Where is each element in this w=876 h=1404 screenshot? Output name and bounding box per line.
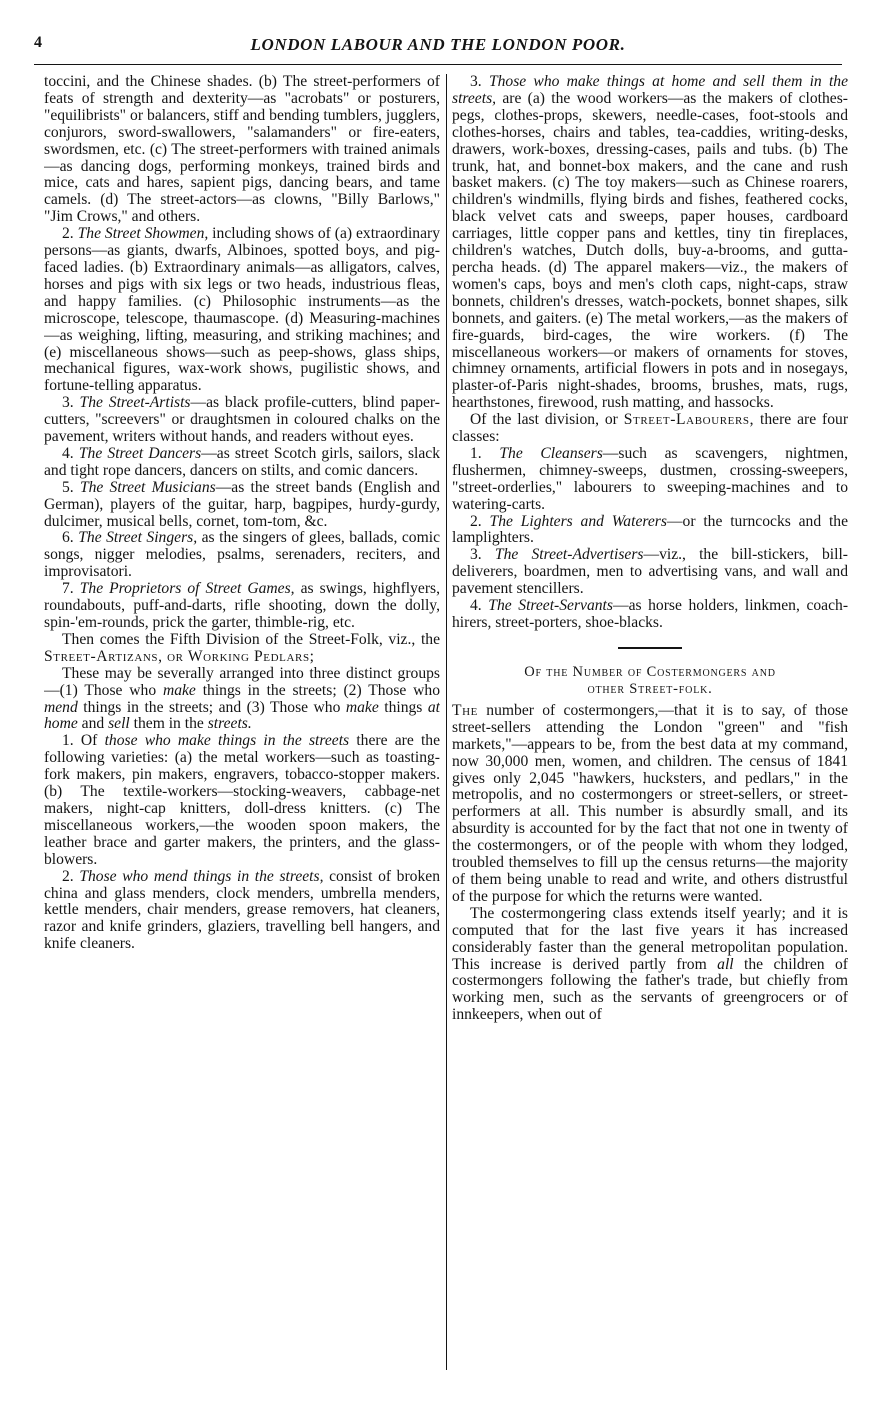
paragraph: 2. Those who mend things in the streets, consist of broken china and glass menders, clock menders, umbrella menders, kettle menders, chair menders, grease removers, hat cleaners, razor and knife grinders, glaziers, travelling bell hangers, and knife cleaners.	[44, 867, 440, 953]
paragraph: 6. The Street Singers, as the singers of glees, ballads, comic songs, nigger melodies, psalms, serenaders, reciters, and improvisatori.	[44, 529, 440, 581]
paragraph: 5. The Street Musicians—as the street bands (English and German), players of the guitar, harp, bagpipes, hurdy-gurdy, dulcimer, musical bells, cornet, tom-tom, &c.	[44, 478, 440, 530]
paragraph: The number of costermongers,—that it is to say, of those street-sellers attending the London "green" and "fish markets,"—appears to be, from the best data at my command, now 30,000 men, women, and children. The census of 1841 gives only 2,045 "hawkers, hucksters, and pedlars," in the metropolis, and no costermongers or street-sellers, or street-performers at all. This number is absurdly small, and its absurdity is accounted for by the fact that not one in twenty of the costermongers, or of the people with whom they lodged, troubled themselves to fill up the census returns—the majority of them being unable to read and write, and others distrustful of the purpose for which the returns were wanted.	[452, 701, 848, 905]
section-heading: Of the Number of Costermongers and other Street-folk.	[524, 663, 776, 697]
page-header	[34, 26, 842, 66]
header-rule	[34, 64, 842, 65]
paragraph: Of the last division, or Street-Labourers, there are four classes:	[452, 411, 848, 446]
paragraph: Then comes the Fifth Division of the Street-Folk, viz., the Street-Artizans, or Working Pedlars;	[44, 630, 440, 665]
paragraph: 1. Of those who make things in the streets there are the following varieties: (a) the metal workers—such as toasting-fork makers, pin makers, engravers, tobacco-stopper makers. (b) The textile-workers—stocking-weavers, cabbage-net makers, night-cap knitters, doll-dress knitters. (c) The miscellaneous workers,—the wooden spoon makers, the leather brace and garter makers, the printers, and the glass-blowers.	[44, 732, 440, 868]
paragraph: 1. The Cleansers—such as scavengers, nightmen, flushermen, chimney-sweeps, dustmen, crossing-sweepers, "street-orderlies," labourers to sweeping-machines and to watering-carts.	[452, 444, 848, 513]
paragraph: The costermongering class extends itself yearly; and it is computed that for the last five years it has increased considerably faster than the general metropolitan population. This increase is derived partly from all the children of costermongers following the father's trade, but chiefly from working men, such as the servants of greengrocers or of innkeepers, when out of	[452, 904, 848, 1024]
paragraph: 2. The Street Showmen, including shows of (a) extraordinary persons—as giants, dwarfs, Albinoes, spotted boys, and pig-faced ladies. (b) Extraordinary animals—as alligators, calves, horses and pigs with six legs or two heads, industrious fleas, and happy families. (c) Philosophic instruments—as the microscope, telescope, thaumascope. (d) Measuring-machines—as weighing, lifting, measuring, and striking machines; and (e) miscellaneous shows—such as peep-shows, glass ships, mechanical figures, wax-work shows, pugilistic shows, and fortune-telling apparatus.	[44, 225, 440, 395]
paragraph: 3. The Street-Advertisers—viz., the bill-stickers, bill-deliverers, boardmen, men to advertising vans, and wall and pavement stencillers.	[452, 546, 848, 598]
section-rule	[618, 647, 682, 649]
paragraph: toccini, and the Chinese shades. (b) The street-performers of feats of strength and dexterity—as "acrobats" or posturers, "equilibrists" or balancers, stiff and bending tumblers, jugglers, conjurors, sword-swallowers, "salamanders" or fire-eaters, swordsmen, etc. (c) The street-performers with trained animals—as dancing dogs, performing monkeys, trained birds and mice, cats and hares, sapient pigs, dancing bears, and tame camels. (d) The street-actors—as clowns, "Billy Barlows," "Jim Crows," and others.	[44, 74, 440, 226]
right-column	[452, 74, 848, 1384]
paragraph: 3. Those who make things at home and sell them in the streets, are (a) the wood workers—as the makers of clothes-pegs, clothes-props, skewers, needle-cases, foot-stools and clothes-horses, chairs and tables, tea-caddies, writing-desks, drawers, work-boxes, dressing-cases, pails and tubs. (b) The trunk, hat, and bonnet-box makers, and the cane and rush basket makers. (c) The toy makers—such as Chinese roarers, children's windmills, flying birds and fishes, feathered cocks, black velvet cats and sweeps, paper houses, cardboard carriages, little copper pans and kettles, tiny tin fireplaces, children's watches, Dutch dolls, buy-a-brooms, and gutta-percha heads. (d) The apparel makers—viz., the makers of women's caps, boys and men's cloth caps, night-caps, straw bonnets, children's dresses, watch-pockets, bonnet shapes, silk bonnets, and gaiters. (e) The metal workers,—as the makers of fire-guards, bird-cages, the wire workers. (f) The miscellaneous workers—or makers of ornaments for stoves, chimney ornaments, artificial flowers in pots and in nosegays, plaster-of-Paris night-shades, brooms, brushes, mats, rugs, hearthstones, firewood, rush matting, and hassocks.	[452, 74, 848, 412]
paragraph: 4. The Street-Servants—as horse holders, linkmen, coach-hirers, street-porters, shoe-blacks.	[452, 597, 848, 631]
paragraph: 4. The Street Dancers—as street Scotch girls, sailors, slack and tight rope dancers, dancers on stilts, and comic dancers.	[44, 444, 440, 479]
paragraph: 3. The Street-Artists—as black profile-cutters, blind paper-cutters, "screevers" or draughtsmen in coloured chalks on the pavement, writers without hands, and readers without eyes.	[44, 394, 440, 446]
left-column	[44, 74, 440, 1384]
running-title: LONDON LABOUR AND THE LONDON POOR.	[250, 35, 626, 54]
paragraph: 7. The Proprietors of Street Games, as swings, highflyers, roundabouts, puff-and-darts, rifle shooting, down the dolly, spin-'em-rounds, prick the garter, thimble-rig, etc.	[44, 580, 440, 631]
paragraph: These may be severally arranged into three distinct groups—(1) Those who make things in the streets; (2) Those who mend things in the streets; and (3) Those who make things at home and sell them in the streets.	[44, 664, 440, 733]
page-number: 4	[34, 34, 43, 51]
column-divider	[446, 74, 447, 1370]
paragraph: 2. The Lighters and Waterers—or the turncocks and the lamplighters.	[452, 512, 848, 547]
